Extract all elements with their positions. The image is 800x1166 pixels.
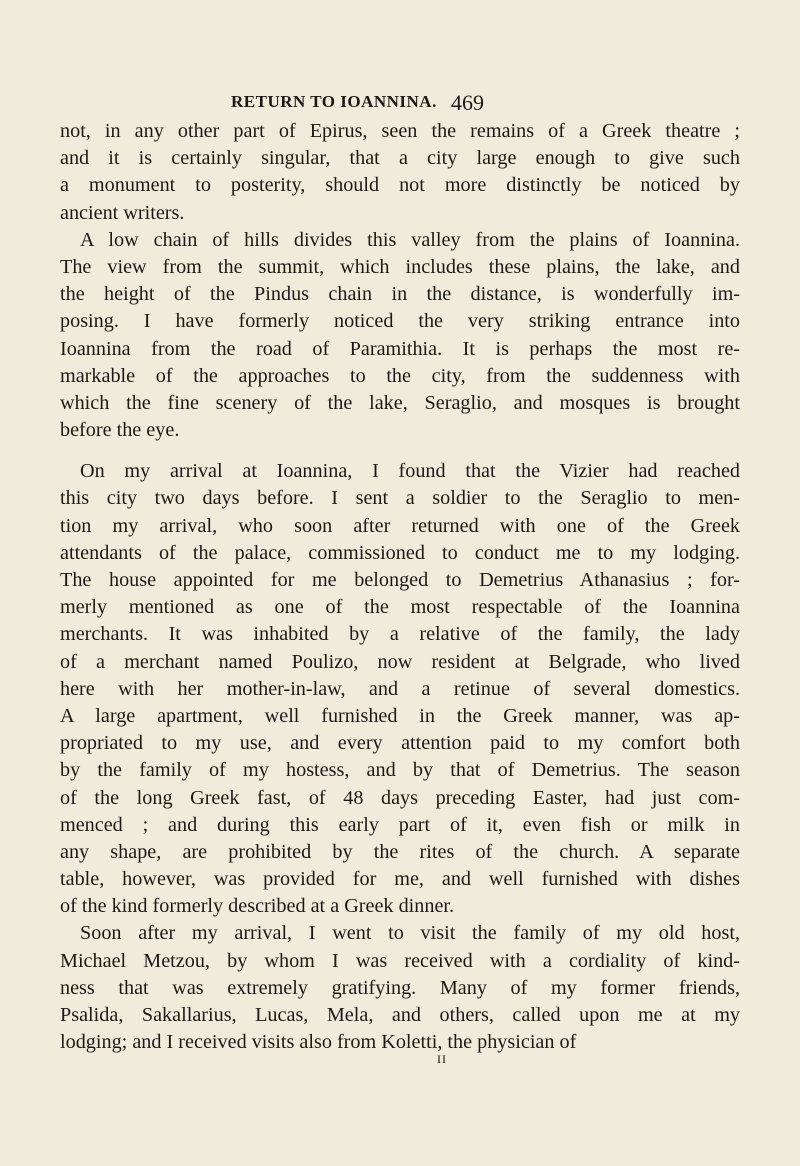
signature-mark: II	[437, 1052, 447, 1066]
text-line: Michael Metzou, by whom I was received with a cordiality of kind-	[60, 949, 740, 972]
text-line: On my arrival at Ioannina, I found that the Vizier had reached	[80, 460, 740, 483]
paragraph	[60, 458, 740, 920]
text-line: ness that was extremely gratifying. Many of my former friends,	[60, 976, 740, 999]
text-line: ancient writers.	[60, 201, 185, 224]
text-line: posing. I have formerly noticed the very striking entrance into	[60, 310, 740, 333]
text-line: The view from the summit, which includes these plains, the lake, and	[60, 255, 740, 278]
text-line: attendants of the palace, commissioned to conduct me to my lodging.	[60, 541, 740, 564]
text-line: The house appointed for me belonged to Demetrius Athanasius ; for-	[60, 569, 740, 591]
text-line: Ioannina from the road of Paramithia. It is perhaps the most re-	[60, 337, 740, 360]
running-title: RETURN TO IOANNINA.	[231, 92, 437, 111]
text-line: propriated to my use, and every attention paid to my comfort both	[60, 732, 740, 755]
text-line: tion my arrival, who soon after returned with one of the Greek	[60, 514, 740, 537]
text-line: merly mentioned as one of the most respectable of the Ioannina	[60, 596, 740, 619]
text-line: not, in any other part of Epirus, seen the remains of a Greek theatre ;	[60, 120, 740, 142]
text-line: and it is certainly singular, that a city large enough to give such	[60, 147, 740, 170]
text-line: the height of the Pindus chain in the distance, is wonderfully im-	[60, 283, 740, 306]
text-line: merchants. It was inhabited by a relative of the family, the lady	[60, 623, 740, 646]
text-line: markable of the approaches to the city, from the suddenness with	[60, 364, 740, 387]
text-line: table, however, was provided for me, and well furnished with dishes	[60, 868, 740, 891]
running-head	[60, 92, 800, 116]
page-number: 469	[451, 90, 484, 115]
text-line: of a merchant named Poulizo, now resident at Belgrade, who lived	[60, 650, 740, 673]
text-line: this city two days before. I sent a soldier to the Seraglio to men-	[60, 487, 740, 510]
paragraph	[60, 227, 740, 445]
text-line: A large apartment, well furnished in the Greek manner, was ap-	[60, 704, 740, 727]
text-line: A low chain of hills divides this valley from the plains of Ioannina.	[80, 228, 740, 251]
text-line: here with her mother-in-law, and a retinue of several domestics.	[60, 677, 740, 700]
text-line: Soon after my arrival, I went to visit the family of my old host,	[80, 922, 740, 945]
text-line: by the family of my hostess, and by that of Demetrius. The season	[60, 759, 740, 782]
text-line: of the kind formerly described at a Greek dinner.	[60, 895, 455, 918]
paragraph	[60, 118, 740, 227]
text-line: Psalida, Sakallarius, Lucas, Mela, and others, called upon me at my	[60, 1004, 740, 1026]
text-line: before the eye.	[60, 419, 180, 442]
text-line: any shape, are prohibited by the rites of the church. A separate	[60, 840, 740, 863]
body-text	[60, 118, 740, 1056]
text-line: menced ; and during this early part of it, even fish or milk in	[60, 813, 740, 836]
text-line: lodging; and I received visits also from Koletti, the physician of	[60, 1031, 577, 1054]
text-line: a monument to posterity, should not more distinctly be noticed by	[60, 174, 740, 197]
paragraph-gap	[60, 444, 740, 458]
text-line: which the fine scenery of the lake, Seraglio, and mosques is brought	[60, 391, 740, 414]
text-line: of the long Greek fast, of 48 days preceding Easter, had just com-	[60, 786, 740, 809]
paragraph	[60, 920, 740, 1056]
